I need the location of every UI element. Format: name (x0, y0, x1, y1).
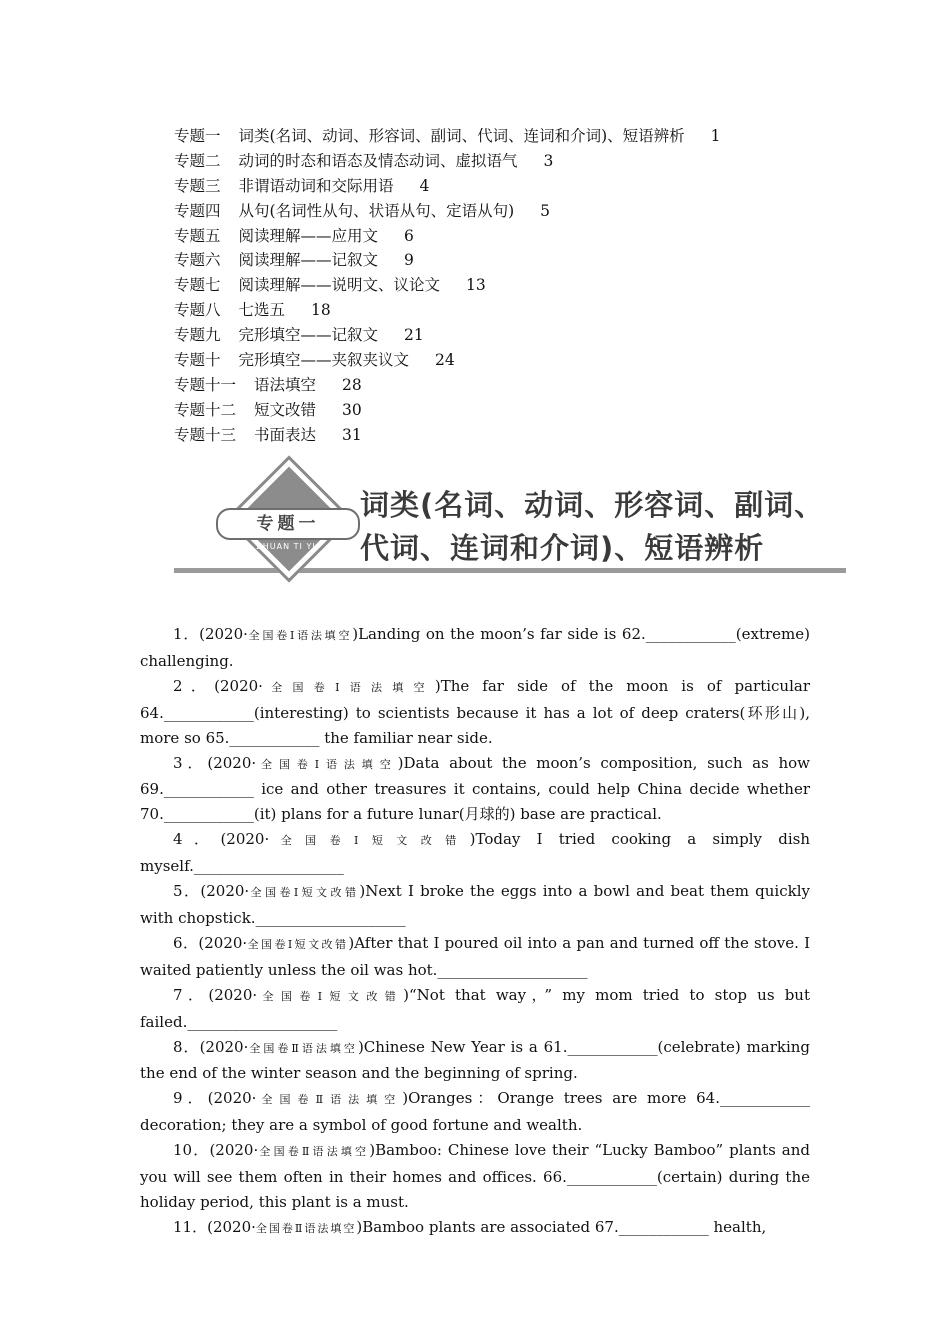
toc-entry[interactable] (174, 398, 721, 423)
question-source: 全国卷Ⅱ语法填空 (256, 1093, 403, 1107)
toc-topic-number: 专题六 (174, 251, 221, 270)
toc-topic-number: 专题七 (174, 276, 221, 295)
toc-topic-number: 专题八 (174, 301, 221, 320)
question-item (140, 1035, 810, 1087)
question-source: 全国卷Ⅱ语法填空 (255, 1221, 357, 1235)
toc-topic-title: 词类(名词、动词、形容词、副词、代词、连词和介词)、短语辨析 (238, 127, 685, 145)
question-item (140, 983, 810, 1035)
question-number: 4． (173, 830, 221, 849)
section-title-line: 代词、连词和介词)、短语辨析 (360, 531, 765, 565)
question-year: (2020· (208, 985, 258, 1004)
question-source: 全国卷Ⅰ短文改错 (257, 989, 404, 1003)
question-item (140, 674, 810, 751)
question-text: )Landing on the moon’s far side is 62.____________(extreme) challenging. (140, 625, 810, 670)
toc-page-number: 6 (404, 226, 414, 245)
question-source: 全国卷Ⅰ语法填空 (247, 629, 353, 642)
question-number: 5． (173, 882, 201, 901)
question-item (140, 1138, 810, 1215)
toc-topic-title: 完形填空——夹叙夹议文 (238, 351, 410, 370)
question-year: (2020· (209, 1141, 259, 1160)
question-source: 全国卷Ⅰ语法填空 (256, 757, 398, 771)
question-number: 9． (173, 1089, 208, 1108)
toc-topic-title: 语法填空 (254, 375, 317, 394)
question-item (140, 751, 810, 828)
toc-page-number: 28 (342, 375, 362, 394)
question-text: )After that I poured oil into a pan and turned off the stove. I waited patiently unless the oil was hot.____________________ (140, 933, 811, 979)
toc-entry[interactable] (174, 248, 721, 273)
question-number: 11． (173, 1217, 208, 1236)
question-number: 7． (173, 985, 209, 1004)
toc-topic-title: 从句(名词性从句、状语从句、定语从句) (238, 201, 515, 220)
toc-page-number: 4 (419, 176, 430, 195)
question-year: (2020· (198, 933, 248, 952)
table-of-contents (174, 124, 721, 448)
toc-page-number: 1 (710, 127, 721, 145)
question-year: (2020· (220, 830, 270, 849)
question-source: 全国卷Ⅰ短文改错 (247, 937, 349, 951)
toc-entry[interactable] (174, 224, 721, 249)
toc-entry[interactable] (174, 423, 721, 448)
toc-topic-number: 专题十二 (174, 400, 237, 419)
toc-entry[interactable] (174, 149, 721, 174)
toc-entry[interactable] (174, 348, 721, 373)
question-source: 全国卷Ⅰ短文改错 (269, 834, 470, 848)
toc-page-number: 13 (466, 276, 486, 295)
toc-topic-title: 动词的时态和语态及情态动词、虚拟语气 (238, 151, 518, 170)
question-year: (2020· (199, 1037, 249, 1056)
toc-entry[interactable] (174, 174, 721, 199)
toc-topic-title: 阅读理解——应用文 (238, 226, 379, 245)
toc-page-number: 9 (404, 251, 414, 270)
question-item (140, 622, 810, 674)
toc-entry[interactable] (174, 199, 721, 224)
question-year: (2020· (207, 753, 257, 772)
question-text: )Oranges：Orange trees are more 64.____________ decoration; they are a symbol of good fortune and wealth. (140, 1089, 810, 1135)
question-number: 3． (173, 753, 208, 772)
question-number: 6． (173, 933, 199, 952)
toc-topic-title: 书面表达 (254, 425, 317, 444)
question-number: 2． (173, 676, 215, 695)
question-year: (2020· (214, 676, 263, 695)
toc-page-number: 18 (311, 301, 331, 320)
toc-topic-title: 阅读理解——记叙文 (238, 251, 379, 270)
section-title (360, 484, 850, 570)
question-number: 1． (173, 625, 200, 643)
toc-entry[interactable] (174, 373, 721, 398)
toc-page-number: 30 (342, 400, 362, 419)
question-text: )“Not that way，” my mom tried to stop us but failed.____________________ (140, 985, 810, 1031)
section-banner (172, 468, 852, 598)
question-text: )Bamboo: Chinese love their “Lucky Bamboo” plants and you will see them often in their homes and offices. 66.____________(certain) during the holiday period, this plant is a must. (140, 1141, 810, 1211)
toc-topic-title: 阅读理解——说明文、议论文 (238, 276, 441, 295)
toc-topic-number: 专题四 (174, 201, 221, 220)
toc-topic-number: 专题一 (174, 127, 221, 145)
toc-entry[interactable] (174, 273, 721, 298)
question-number: 8． (173, 1037, 200, 1056)
toc-entry[interactable] (174, 124, 721, 149)
toc-page-number: 3 (543, 151, 554, 170)
question-text: )Data about the moon’s composition, such as how 69.____________ ice and other treasures it contains, could help China decide whether 70.____________(it) plans for a future lunar(月球的) base are practical. (140, 753, 811, 824)
topic-badge-label: 专题一 (216, 508, 360, 540)
question-text: )Chinese New Year is a 61.____________(celebrate) marking the end of the winter season and the beginning of spring. (140, 1037, 811, 1083)
question-item (140, 1086, 810, 1138)
toc-topic-number: 专题十一 (174, 375, 237, 394)
question-source: 全国卷Ⅰ语法填空 (262, 680, 435, 694)
topic-badge-pinyin: ZHUAN TI YI (256, 542, 316, 551)
question-text: )Bamboo plants are associated 67.____________ health, (356, 1217, 767, 1236)
toc-page-number: 24 (435, 351, 455, 370)
toc-topic-title: 短文改错 (254, 400, 317, 419)
toc-entry[interactable] (174, 298, 721, 323)
toc-entry[interactable] (174, 323, 721, 348)
question-source: 全国卷Ⅱ语法填空 (248, 1041, 358, 1055)
toc-topic-title: 七选五 (238, 301, 286, 320)
toc-page-number: 5 (540, 201, 550, 220)
toc-topic-number: 专题十三 (174, 425, 237, 444)
question-year: (2020· (199, 625, 248, 643)
question-list (140, 622, 810, 1242)
toc-topic-number: 专题三 (174, 176, 221, 195)
toc-topic-number: 专题九 (174, 326, 221, 345)
toc-page-number: 21 (404, 326, 424, 345)
toc-topic-number: 专题二 (174, 151, 221, 170)
question-text: )Today I tried cooking a simply dish myself.____________________ (140, 830, 810, 876)
question-year: (2020· (207, 1217, 256, 1236)
question-item (140, 931, 810, 983)
question-source: 全国卷Ⅰ短文改错 (249, 886, 360, 900)
toc-topic-title: 完形填空——记叙文 (238, 326, 379, 345)
question-item (140, 827, 810, 879)
question-year: (2020· (200, 882, 250, 901)
question-year: (2020· (207, 1089, 257, 1108)
toc-topic-number: 专题五 (174, 226, 221, 245)
question-text: )The far side of the moon is of particular 64.____________(interesting) to scientists because it has a lot of deep craters(环形山), more so 65.____________ the familiar near side. (140, 676, 810, 747)
question-item (140, 879, 810, 931)
question-item (140, 1215, 810, 1242)
question-source: 全国卷Ⅱ语法填空 (258, 1145, 370, 1159)
section-title-line: 词类(名词、动词、形容词、副词、 (360, 488, 825, 522)
question-number: 10． (173, 1141, 210, 1160)
toc-topic-title: 非谓语动词和交际用语 (238, 176, 394, 195)
toc-page-number: 31 (342, 425, 362, 444)
toc-topic-number: 专题十 (174, 351, 221, 370)
question-text: )Next I broke the eggs into a bowl and beat them quickly with chopstick.____________________ (140, 882, 810, 927)
